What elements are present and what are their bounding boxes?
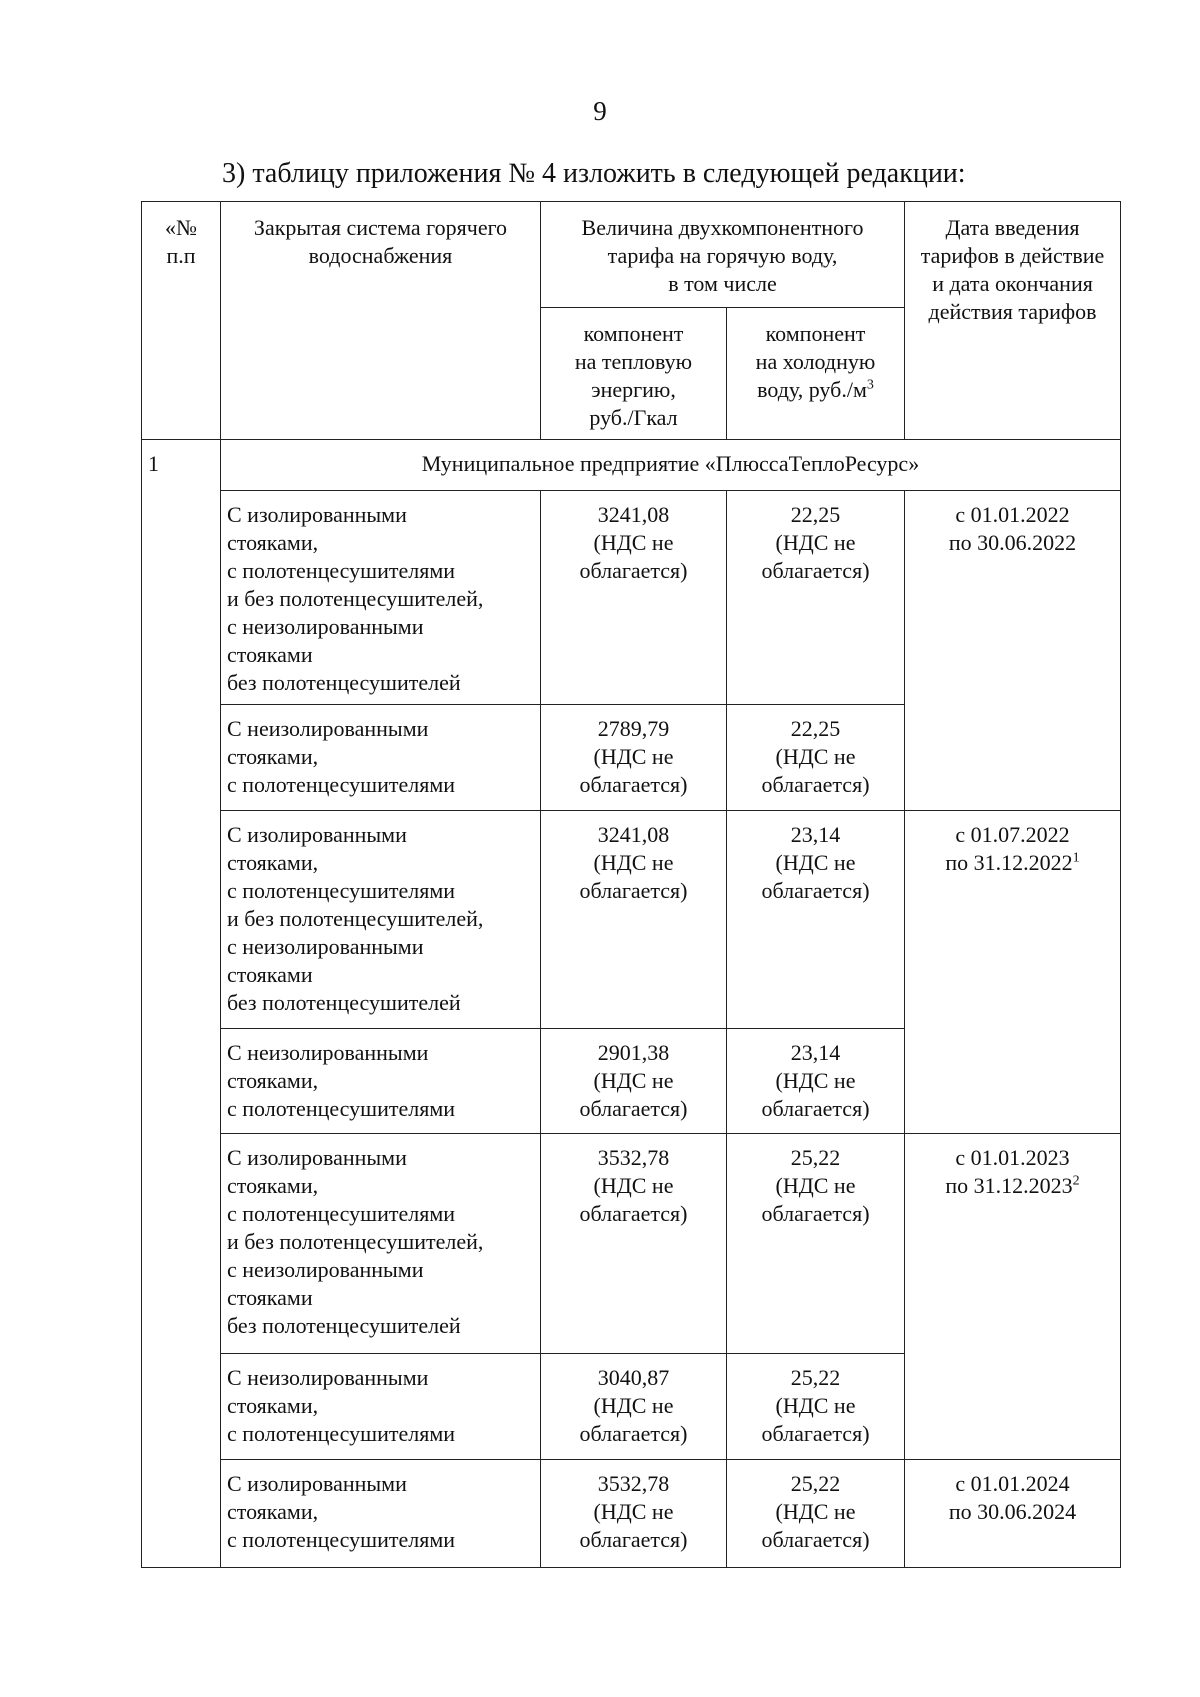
heat-cell: 3241,08 (НДС не облагается): [541, 811, 727, 1029]
table-row: [142, 491, 1121, 705]
cold-cell: 22,25 (НДС не облагается): [727, 491, 905, 705]
cold-cell: 23,14 (НДС не облагается): [727, 1029, 905, 1134]
cold-cell: 23,14 (НДС не облагается): [727, 811, 905, 1029]
system-cell: С изолированными стояками, с полотенцесушителями и без полотенцесушителей, с неизолированными стояками без полотенцесушителей: [221, 1134, 541, 1354]
intro-text: 3) таблицу приложения № 4 изложить в следующей редакции:: [222, 158, 966, 189]
tariff-table: [141, 201, 1121, 1568]
header-date: Дата введения тарифов в действие и дата окончания действия тарифов: [905, 202, 1121, 440]
period-text: с 01.01.2024 по 30.06.2024: [948, 1471, 1077, 1524]
cold-cell: 25,22 (НДС не облагается): [727, 1134, 905, 1354]
period-sup: 2: [1072, 1173, 1080, 1189]
header-cold-sup: 3: [866, 377, 874, 393]
period-cell: [905, 1134, 1121, 1460]
period-cell: [905, 491, 1121, 811]
period-text: с 01.01.2022 по 30.06.2022: [948, 502, 1077, 555]
period-text: с 01.01.2023 по 31.12.2023: [945, 1145, 1073, 1198]
table-row: [142, 1134, 1121, 1354]
row-number: 1: [142, 440, 221, 1568]
table-row: [142, 811, 1121, 1029]
organization-name: Муниципальное предприятие «ПлюссаТеплоРесурс»: [221, 440, 1121, 491]
period-cell: [905, 1460, 1121, 1568]
period-sup: 1: [1072, 850, 1080, 866]
cold-cell: 22,25 (НДС не облагается): [727, 705, 905, 811]
system-cell: С изолированными стояками, с полотенцесушителями и без полотенцесушителей, с неизолированными стояками без полотенцесушителей: [221, 491, 541, 705]
cold-cell: 25,22 (НДС не облагается): [727, 1460, 905, 1568]
period-cell: [905, 811, 1121, 1134]
heat-cell: 3532,78 (НДС не облагается): [541, 1134, 727, 1354]
header-row: [142, 202, 1121, 308]
table-row: [142, 1460, 1121, 1568]
system-cell: С неизолированными стояками, с полотенцесушителями: [221, 1029, 541, 1134]
heat-cell: 2789,79 (НДС не облагается): [541, 705, 727, 811]
header-system: Закрытая система горячего водоснабжения: [221, 202, 541, 440]
header-heat-component: компонент на тепловую энергию, руб./Гкал: [541, 308, 727, 440]
cold-cell: 25,22 (НДС не облагается): [727, 1354, 905, 1460]
heat-cell: 3241,08 (НДС не облагается): [541, 491, 727, 705]
system-cell: С неизолированными стояками, с полотенцесушителями: [221, 705, 541, 811]
heat-cell: 2901,38 (НДС не облагается): [541, 1029, 727, 1134]
header-cold-text: компонент на холодную воду, руб./м: [755, 321, 876, 402]
organization-row: [142, 440, 1121, 491]
heat-cell: 3532,78 (НДС не облагается): [541, 1460, 727, 1568]
page-number: 9: [593, 96, 607, 126]
header-cold-component: [727, 308, 905, 440]
heat-cell: 3040,87 (НДС не облагается): [541, 1354, 727, 1460]
system-cell: С изолированными стояками, с полотенцесушителями: [221, 1460, 541, 1568]
system-cell: С изолированными стояками, с полотенцесушителями и без полотенцесушителей, с неизолированными стояками без полотенцесушителей: [221, 811, 541, 1029]
period-text: с 01.07.2022 по 31.12.2022: [945, 822, 1073, 875]
header-number: «№ п.п: [142, 202, 221, 440]
system-cell: С неизолированными стояками, с полотенцесушителями: [221, 1354, 541, 1460]
header-tariff: Величина двухкомпонентного тарифа на горячую воду, в том числе: [541, 202, 905, 308]
